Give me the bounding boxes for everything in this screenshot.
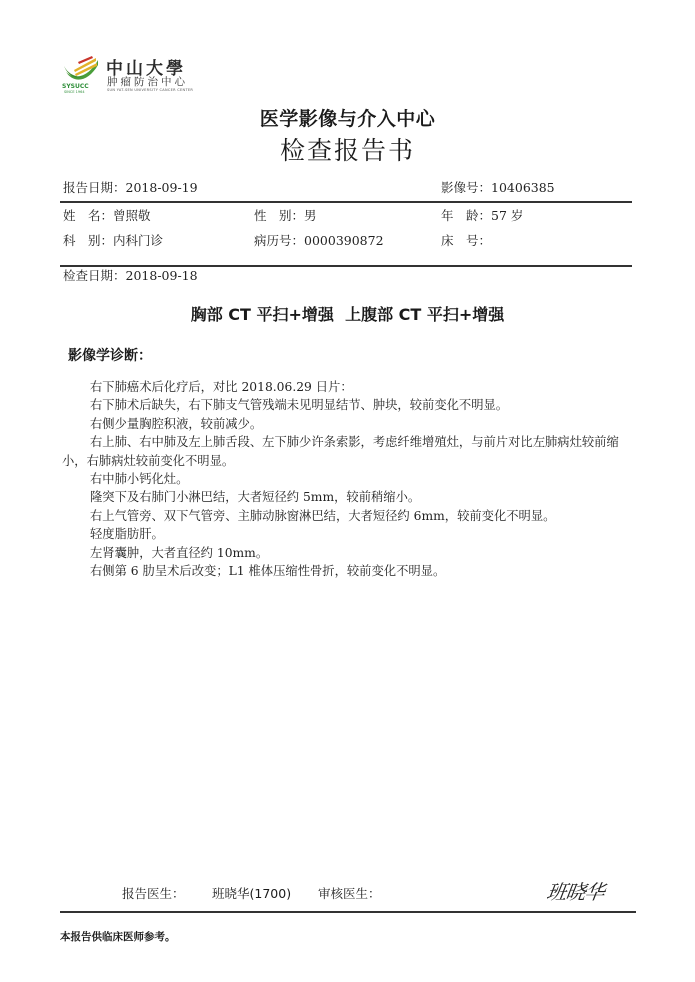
patient-name (63, 206, 151, 224)
logo-center-name: 肿瘤防治中心 (107, 76, 188, 88)
exam-date (63, 266, 198, 284)
bed-label: 床 号： (441, 233, 492, 248)
image-number (441, 178, 555, 196)
diagnosis-line: 右侧少量胸腔积液，较前减少。 (90, 416, 263, 431)
logo-english-name: SUN YAT-SEN UNIVERSITY CANCER CENTER (107, 88, 194, 92)
reporter-name: 班晓华(1700) (212, 886, 292, 901)
diagnosis-line: 轻度脂肪肝。 (90, 527, 164, 542)
diagnosis-line: 右上气管旁、双下气管旁、主肺动脉窗淋巴结，大者短径约 6mm，较前变化不明显。 (90, 508, 556, 523)
diagnosis-line: 右侧第 6 肋呈术后改变；L1 椎体压缩性骨折，较前变化不明显。 (90, 564, 446, 579)
patient-bed (441, 231, 491, 249)
footer-note: 本报告供临床医师参考。 (60, 931, 176, 943)
patient-department-value: 内科门诊 (113, 233, 164, 248)
diagnosis-line: 隆突下及右肺门小淋巴结，大者短径约 5mm，较前稍缩小。 (90, 490, 421, 505)
reviewer-signature: 班晓华 (545, 880, 606, 904)
patient-sex-label: 性 别： (254, 208, 305, 223)
record-number-label: 病历号： (254, 233, 305, 248)
exam-title: 胸部 CT 平扫+增强 上腹部 CT 平扫+增强 (190, 305, 505, 324)
hospital-logo (62, 52, 192, 94)
department-title: 医学影像与介入中心 (259, 108, 436, 130)
report-date (63, 178, 198, 196)
reporter-label: 报告医生： (122, 886, 185, 901)
patient-sex (254, 206, 317, 224)
logo-abbr-sub: SINCE 1964 (64, 90, 85, 94)
patient-department (63, 231, 163, 249)
diagnosis-body (62, 378, 638, 580)
diagnosis-heading: 影像学诊断： (68, 348, 152, 364)
patient-age-label: 年 龄： (441, 208, 492, 223)
patient-age (441, 206, 523, 224)
image-number-label: 影像号： (441, 180, 492, 195)
divider-bottom (60, 911, 636, 913)
patient-record-number (254, 231, 384, 249)
reviewer-label: 审核医生： (318, 886, 381, 901)
diagnosis-line: 右上肺、右中肺及左上肺舌段、左下肺少许条索影，考虑纤维增殖灶，与前片对比左肺病灶较前缩小，右肺病灶较前变化不明显。 (62, 435, 619, 468)
report-date-value: 2018-09-19 (125, 180, 198, 195)
record-number-value: 0000390872 (304, 233, 384, 248)
patient-name-label: 姓 名： (63, 208, 114, 223)
patient-name-value: 曾照敬 (113, 208, 151, 223)
report-date-label: 报告日期： (63, 180, 126, 195)
divider-top (60, 201, 632, 203)
diagnosis-line: 左肾囊肿，大者直径约 10mm。 (90, 545, 269, 560)
patient-sex-value: 男 (304, 208, 317, 223)
diagnosis-line: 右下肺癌术后化疗后，对比 2018.06.29 日片： (90, 380, 353, 394)
exam-date-value: 2018-09-18 (125, 268, 198, 283)
patient-department-label: 科 别： (63, 233, 114, 248)
image-number-value: 10406385 (491, 180, 555, 195)
patient-age-value: 57 岁 (491, 208, 524, 223)
logo-abbr: SYSUCC (62, 83, 89, 90)
diagnosis-line: 右下肺术后缺失，右下肺支气管残端未见明显结节、肿块，较前变化不明显。 (90, 398, 509, 413)
logo-university-name: 中山大學 (106, 59, 186, 79)
diagnosis-line: 右中肺小钙化灶。 (90, 472, 189, 487)
document-title: 检查报告书 (279, 136, 415, 165)
exam-date-label: 检查日期： (63, 268, 126, 283)
